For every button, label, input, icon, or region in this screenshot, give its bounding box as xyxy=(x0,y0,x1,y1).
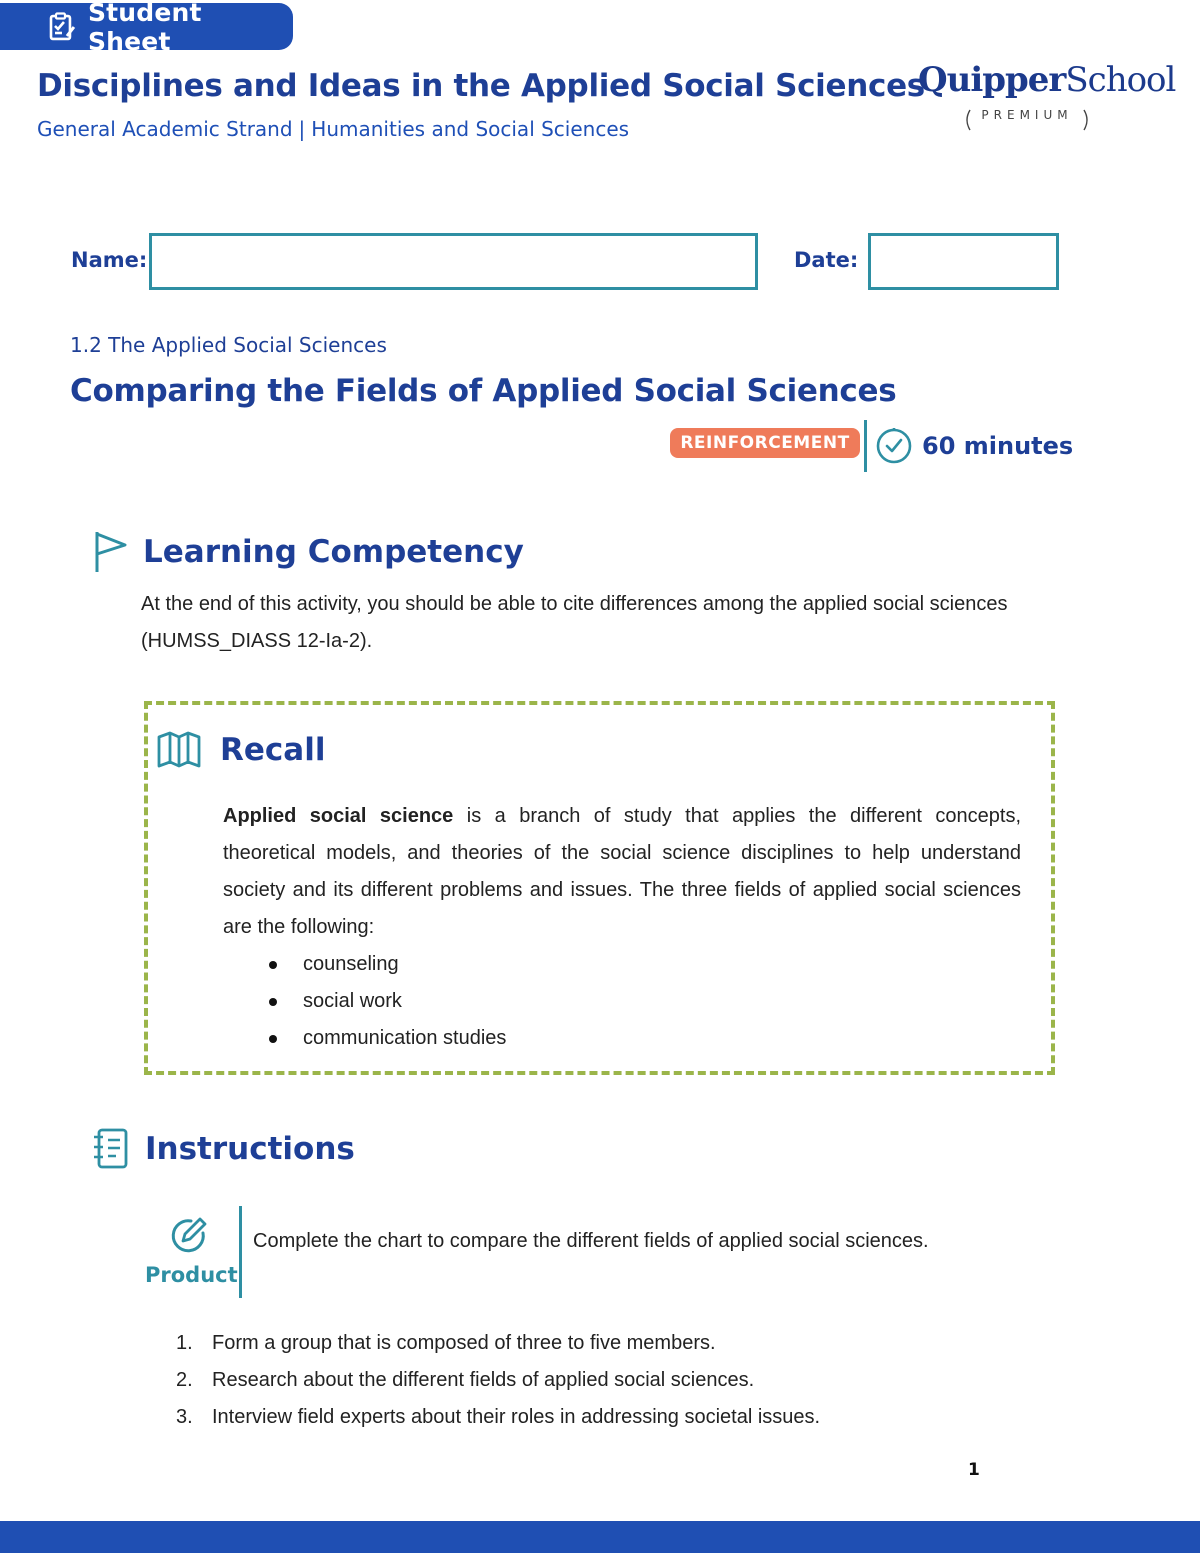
logo-brand-bold: Quipper xyxy=(918,60,1066,100)
student-sheet-badge xyxy=(0,0,293,56)
duration-label: 60 minutes xyxy=(922,432,1074,460)
step-number: 2. xyxy=(176,1369,193,1391)
badge-label: Student Sheet xyxy=(87,0,202,56)
fields-list xyxy=(223,946,506,1057)
flag-icon xyxy=(93,530,129,574)
recall-definition xyxy=(223,798,1021,946)
list-item xyxy=(176,1325,820,1362)
steps-list xyxy=(176,1325,820,1436)
duration-divider xyxy=(864,420,867,472)
clock-icon xyxy=(875,427,913,465)
list-item: counseling xyxy=(223,946,506,983)
step-text: Research about the different fields of applied social sciences. xyxy=(212,1369,755,1391)
track-label: Humanities and Social Sciences xyxy=(311,117,630,141)
reinforcement-badge: REINFORCEMENT xyxy=(670,428,860,458)
subject-title: Disciplines and Ideas in the Applied Social Sciences xyxy=(37,68,925,104)
list-item xyxy=(176,1399,820,1436)
subtitle-separator: | xyxy=(298,117,306,141)
quipper-school-logo xyxy=(918,60,1175,100)
product-divider xyxy=(239,1206,242,1298)
step-text: Form a group that is composed of three to five members. xyxy=(212,1332,716,1354)
product-text: Complete the chart to compare the different fields of applied social sciences. xyxy=(253,1230,929,1252)
subject-subtitle xyxy=(37,117,629,141)
logo-brand-regular: School xyxy=(1065,60,1176,100)
checklist-icon xyxy=(48,12,76,42)
strand-label: General Academic Strand xyxy=(37,117,293,141)
date-label: Date: xyxy=(794,248,859,272)
footer-bar xyxy=(0,1521,1200,1553)
name-field[interactable] xyxy=(149,233,758,290)
competency-text: At the end of this activity, you should be able to cite differences among the applied social sciences (HUMSS_DIASS 12-Ia-2). xyxy=(141,593,1008,652)
pencil-circle-icon xyxy=(167,1213,211,1257)
competency-heading: Learning Competency xyxy=(143,534,524,570)
name-label: Name: xyxy=(71,248,148,272)
book-map-icon xyxy=(156,731,202,769)
list-item xyxy=(176,1362,820,1399)
lesson-code: 1.2 The Applied Social Sciences xyxy=(70,333,387,357)
page-number: 1 xyxy=(968,1460,980,1480)
recall-term: Applied social science xyxy=(223,805,454,827)
step-number: 1. xyxy=(176,1332,193,1354)
recall-definition-text: is a branch of study that applies the different concepts, theoretical models, and theories of the social science disciplines to help understand society and its different problems and issues. The three fields of applied social sciences are the following: xyxy=(223,805,1021,938)
activity-title: Comparing the Fields of Applied Social Sciences xyxy=(70,373,897,409)
step-number: 3. xyxy=(176,1406,193,1428)
list-item: communication studies xyxy=(223,1020,506,1057)
step-text: Interview field experts about their roles in addressing societal issues. xyxy=(212,1406,821,1428)
notepad-icon xyxy=(92,1127,130,1171)
logo-tier: PREMIUM xyxy=(981,108,1073,122)
recall-heading: Recall xyxy=(220,732,326,768)
list-item: social work xyxy=(223,983,506,1020)
instructions-heading: Instructions xyxy=(145,1131,355,1167)
date-field[interactable] xyxy=(868,233,1059,290)
product-label: Product xyxy=(145,1263,238,1287)
